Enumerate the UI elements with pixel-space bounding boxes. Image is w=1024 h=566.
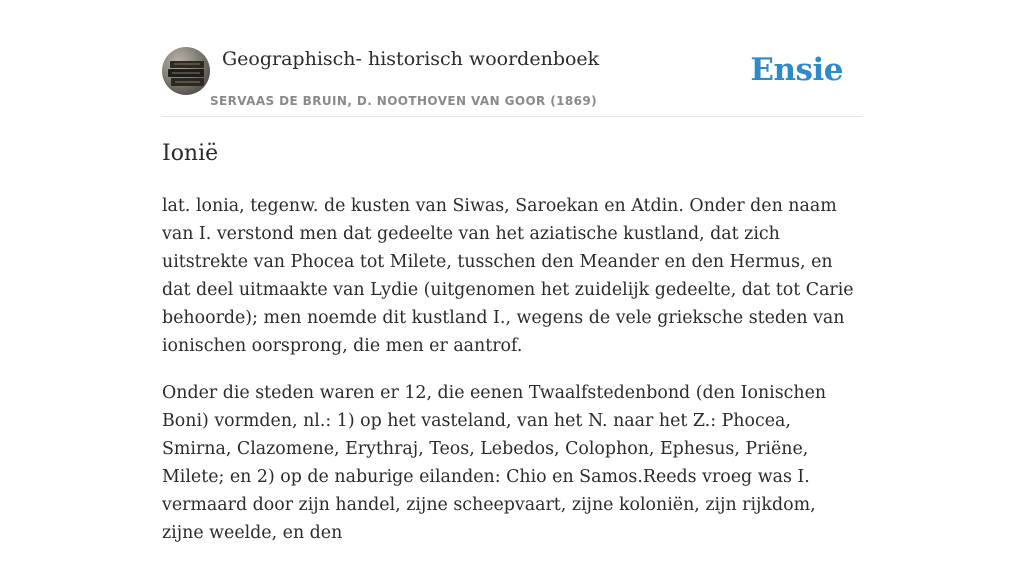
book-title[interactable]: Geographisch- historisch woordenboek (222, 48, 600, 70)
book-authors: SERVAAS DE BRUIN, D. NOOTHOVEN VAN GOOR (1869) (210, 94, 598, 108)
brand-logo[interactable]: Ensie (750, 52, 843, 88)
book-header (162, 46, 862, 117)
entry-title: Ionië (162, 141, 219, 166)
book-cover-avatar[interactable] (162, 47, 210, 95)
entry-paragraph: lat. lonia, tegenw. de kusten van Siwas, Saroekan en Atdin. Onder den naam van I. verstond men dat gedeelte van het aziatische kustland, dat zich uitstrekte van Phocea tot Milete, tusschen den Meander en den Hermus, en dat deel uitmaakte van Lydie (uitgenomen het zuidelijk gedeelte, dat tot Carie behoorde); men noemde dit kustland I., wegens de vele grieksche steden van ionischen oorsprong, die men er aantrof. (162, 196, 854, 356)
entry-paragraph: Onder die steden waren er 12, die eenen Twaalfstedenbond (den Ionischen Boni) vormden, nl.: 1) op het vasteland, van het N. naar het Z.: Phocea, Smirna, Clazomene, Erythraj, Teos, Lebedos, Colophon, Ephesus, Priëne, Milete; en 2) op de naburige eilanden: Chio en Samos.Reeds vroeg was I. vermaard door zijn handel, zijne scheepvaart, zijne koloniën, zijn rijkdom, zijne weelde, en den (162, 383, 827, 543)
book-stack-icon (162, 47, 210, 95)
entry-content (162, 192, 862, 566)
